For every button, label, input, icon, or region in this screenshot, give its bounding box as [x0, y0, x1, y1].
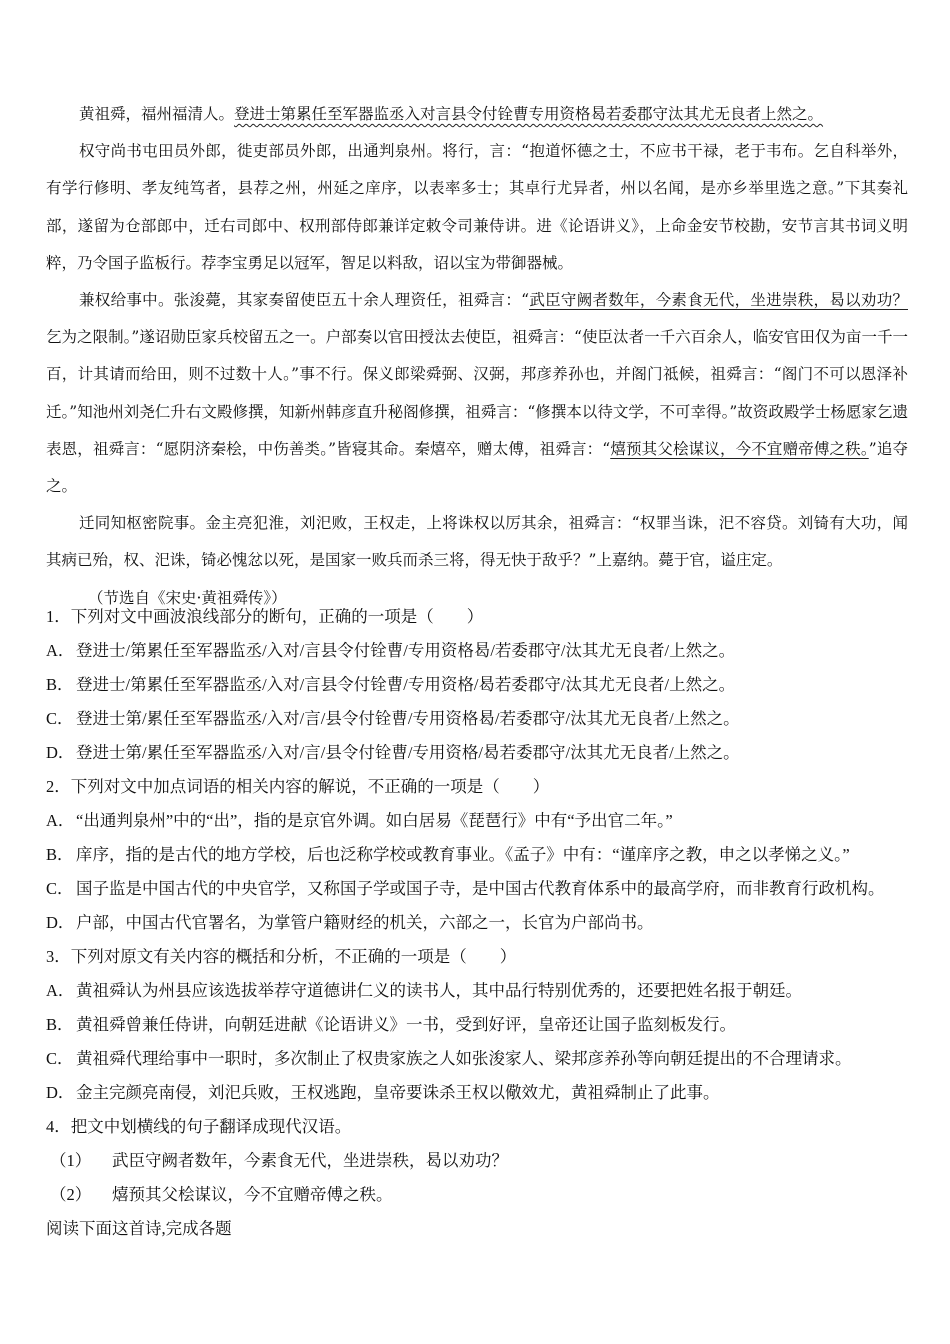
question-1-option-d[interactable]: [46, 736, 916, 770]
passage-text: 乞为之限制。”遂诏勋臣家兵校留五之一。户部奏以官田授汰去使臣，祖舜言：“使臣汰者一千六百余人，临安官田仅为亩一千一百，计其请而给田，则不过数十人。”事不行。保义郎梁舜弼、汉弼，邦彦养孙也，并阁门祗候，祖舜言：“阁门不可以恩泽补迁。”知池州刘尧仁升右文殿修撰，知新州韩彦直升秘阁修撰，祖舜言：“修撰本以待文学，不可幸得。”故资政殿学士杨愿家乞遗表恩，祖舜言：“愿阴济秦桧，中伤善类。”皆寝其命。秦熺卒，赠太傅，祖舜言：“: [46, 328, 908, 458]
option-label: D．: [46, 743, 75, 762]
question-2-option-c[interactable]: [46, 872, 916, 906]
question-3-option-b[interactable]: [46, 1008, 916, 1042]
option-label: D．: [46, 1083, 75, 1102]
item-text: 武臣守阙者数年，今素食无代，坐进崇秩，曷以劝功？: [112, 1151, 508, 1170]
option-label: A．: [46, 811, 75, 830]
question-1-stem: 1．下列对文中画波浪线部分的断句，正确的一项是（ ）: [46, 607, 484, 626]
passage-paragraph-3: [46, 282, 908, 505]
question-1-option-a[interactable]: [46, 634, 916, 668]
passage-text: 兼权给事中。张浚薨，其家奏留使臣五十余人理资任，祖舜言：“: [79, 291, 530, 310]
option-label: B．: [46, 675, 74, 694]
option-text: “出通判泉州”中的“出”，指的是京官外调。如白居易《琵琶行》中有“予出官二年。”: [76, 811, 673, 830]
passage-paragraph-2: 权守尚书屯田员外郎，徙吏部员外郎，出通判泉州。将行，言：“抱道怀德之士，不应书干禄，老于韦布。乞自科举外，有学行修明、孝友纯笃者，县荐之州，州延之庠序，以表率多士；其卓行尤异者，州以名闻，是亦乡举里选之意。”下其奏礼部，遂留为仓部郎中，迁右司郎中、权刑部侍郎兼详定敕令司兼侍讲。进《论语讲义》，上命金安节校勘，安节言其书词义明粹，乃令国子监板行。荐李宝勇足以冠军，智足以料敌，诏以宝为带御器械。: [46, 142, 908, 272]
question-1-option-c[interactable]: [46, 702, 916, 736]
question-2-option-b[interactable]: [46, 838, 916, 872]
question-3-stem: 3．下列对原文有关内容的概括和分析，不正确的一项是（ ）: [46, 947, 517, 966]
option-text: 黄祖舜代理给事中一职时，多次制止了权贵家族之人如张浚家人、梁邦彦养孙等向朝廷提出的不合理请求。: [76, 1049, 852, 1068]
option-text: 登进士第/累任至军器监丞/入对/言/县令付铨曹/专用资格/曷若委郡守/汰其尤无良者/上然之。: [76, 743, 740, 762]
item-label: （1）: [50, 1151, 92, 1170]
option-text: 庠序，指的是古代的地方学校，后也泛称学校或教育事业。《孟子》中有：“谨庠序之教，申之以孝悌之义。”: [76, 845, 850, 864]
option-label: D．: [46, 913, 75, 932]
question-2-stem: 2．下列对文中加点词语的相关内容的解说，不正确的一项是（ ）: [46, 777, 550, 796]
option-label: A．: [46, 981, 75, 1000]
option-text: 国子监是中国古代的中央官学，又称国子学或国子寺，是中国古代教育体系中的最高学府，而非教育行政机构。: [76, 879, 885, 898]
passage-paragraph-1: [46, 96, 908, 133]
option-text: 登进士第/累任至军器监丞/入对/言/县令付铨曹/专用资格曷/若委郡守/汰其尤无良者/上然之。: [76, 709, 740, 728]
option-text: 黄祖舜认为州县应该选拔举荐守道德讲仁义的读书人，其中品行特别优秀的，还要把姓名报于朝廷。: [76, 981, 802, 1000]
passage-text: ”追夺之。: [46, 439, 908, 496]
question-3-option-a[interactable]: [46, 974, 916, 1008]
question-1-option-b[interactable]: [46, 668, 916, 702]
question-2-option-d[interactable]: [46, 906, 916, 940]
option-label: C．: [46, 1049, 74, 1068]
option-text: 户部，中国古代官署名，为掌管户籍财经的机关，六部之一，长官为户部尚书。: [76, 913, 654, 932]
wavy-underlined-sentence: 登进士第累任至军器监丞入对言县令付铨曹专用资格曷若委郡守汰其尤无良者上然之。: [234, 105, 824, 123]
option-label: B．: [46, 1015, 74, 1034]
passage-intro: 黄祖舜，福州福清人。: [79, 105, 235, 123]
passage-paragraph-4: 迁同知枢密院事。金主亮犯淮，刘汜败，王权走，上将诛权以厉其余，祖舜言：“权罪当诛，汜不容贷。刘锜有大功，闻其病已殆，权、汜诛，锜必愧忿以死，是国家一败兵而杀三将，得无快于敌乎？”上嘉纳。薨于官，谥庄定。: [46, 514, 908, 570]
underlined-sentence-1: 武臣守阙者数年，今素食无代，坐进崇秩，曷以劝功？: [529, 291, 908, 310]
option-label: B．: [46, 845, 74, 864]
question-4-item-2: [46, 1178, 916, 1212]
option-text: 黄祖舜曾兼任侍讲，向朝廷进献《论语讲义》一书，受到好评，皇帝还让国子监刻板发行。: [76, 1015, 736, 1034]
classical-passage: [46, 96, 908, 617]
option-label: A．: [46, 641, 75, 660]
question-3-option-d[interactable]: [46, 1076, 916, 1110]
item-text: 熺预其父桧谋议，今不宜赠帝傅之秩。: [112, 1185, 393, 1204]
option-text: 登进士/第累任至军器监丞/入对/言县令付铨曹/专用资格/曷若委郡守/汰其尤无良者/上然之。: [76, 675, 736, 694]
next-section-heading: 阅读下面这首诗,完成各题: [46, 1219, 232, 1238]
question-4-item-1: [46, 1144, 916, 1178]
passage-source: （节选自《宋史·黄祖舜传》）: [88, 588, 287, 607]
item-label: （2）: [50, 1185, 92, 1204]
question-4-stem: 4．把文中划横线的句子翻译成现代汉语。: [46, 1117, 352, 1136]
option-text: 登进士/第累任至军器监丞/入对/言县令付铨曹/专用资格曷/若委郡守/汰其尤无良者/上然之。: [76, 641, 736, 660]
question-list: [46, 600, 916, 1246]
question-3-option-c[interactable]: [46, 1042, 916, 1076]
question-2-option-a[interactable]: [46, 804, 916, 838]
option-label: C．: [46, 709, 74, 728]
option-text: 金主完颜亮南侵，刘汜兵败，王权逃跑，皇帝要诛杀王权以儆效尤，黄祖舜制止了此事。: [76, 1083, 720, 1102]
option-label: C．: [46, 879, 74, 898]
underlined-sentence-2: 熺预其父桧谋议，今不宜赠帝傅之秩。: [610, 439, 869, 458]
